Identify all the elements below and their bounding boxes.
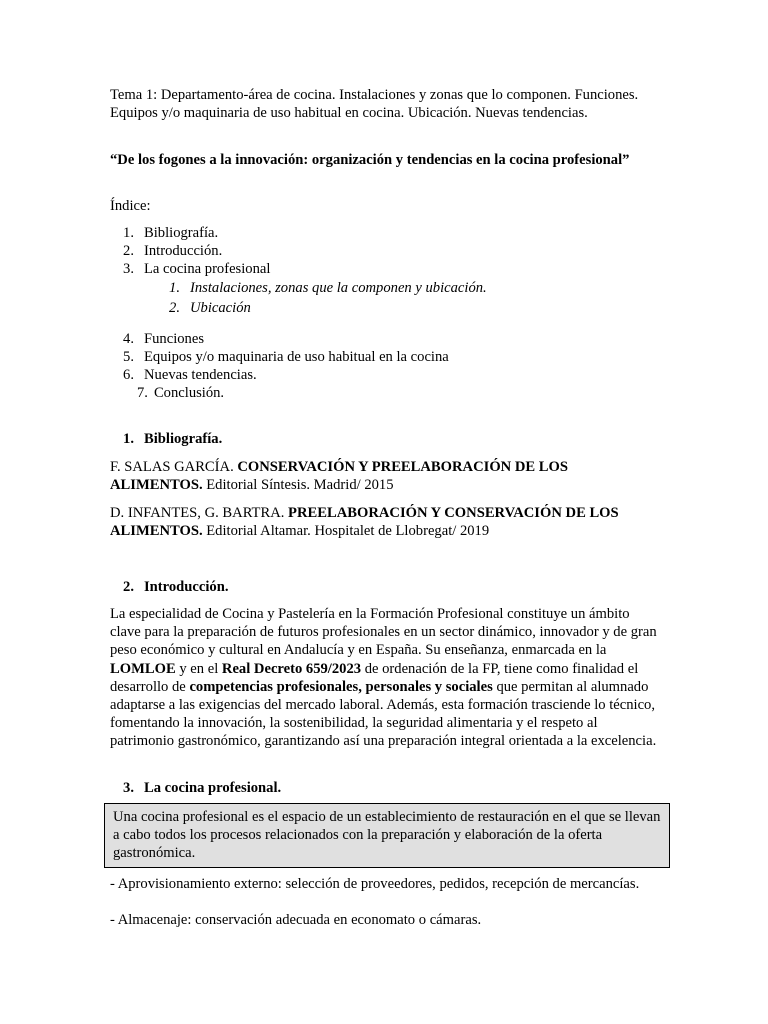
- bibliography-entry: D. INFANTES, G. BARTRA. PREELABORACIÓN Y CONSERVACIÓN DE LOS ALIMENTOS. Editorial Altamar. Hospitalet de Llobregat/ 2019: [110, 505, 619, 540]
- index-item: 3. La cocina profesional: [123, 261, 271, 277]
- index-item: 6. Nuevas tendencias.: [123, 367, 257, 383]
- topic-heading: Tema 1: Departamento-área de cocina. Instalaciones y zonas que lo componen. Funciones. Equipos y/o maquinaria de uso habitual en cocina. Ubicación. Nuevas tendencias.: [110, 87, 639, 122]
- definition-box: Una cocina profesional es el espacio de un establecimiento de restauración en el que se llevan a cabo todos los procesos relacionados con la preparación y elaboración de la oferta gastronómica.: [104, 803, 670, 868]
- subindex-item: 1. Instalaciones, zonas que la componen y ubicación.: [169, 280, 487, 296]
- bibliography-entry: F. SALAS GARCÍA. CONSERVACIÓN Y PREELABORACIÓN DE LOS ALIMENTOS. Editorial Síntesis. Madrid/ 2015: [110, 459, 568, 494]
- section-heading-bibliografia: 1. Bibliografía.: [123, 431, 223, 447]
- bullet-item: - Almacenaje: conservación adecuada en economato o cámaras.: [110, 912, 482, 928]
- index-item: 4. Funciones: [123, 331, 204, 347]
- subindex-item: 2. Ubicación: [169, 300, 251, 316]
- index-item: 5. Equipos y/o maquinaria de uso habitual en la cocina: [123, 349, 449, 365]
- index-item: 2. Introducción.: [123, 243, 223, 259]
- intro-paragraph: La especialidad de Cocina y Pastelería en la Formación Profesional constituye un ámbito clave para la preparación de futuros profesionales en un sector dinámico, innovador y de gran peso económico y cultural en Andalucía y en España. Su enseñanza, enmarcada en la LOMLOE y en el Real Decreto 659/2023 de ordenación de la FP, tiene como finalidad el desarrollo de competencias profesionales, personales y sociales que permitan al alumnado adaptarse a las exigencias del mercado laboral. Además, esta formación trasciende lo técnico, fomentando la innovación, la sostenibilidad, la seguridad alimentaria y el respeto al patrimonio gastronómico, garantizando así una preparación integral orientada a la excelencia.: [110, 606, 657, 750]
- section-heading-cocina-profesional: 3. La cocina profesional.: [123, 780, 282, 796]
- bullet-item: - Aprovisionamiento externo: selección de proveedores, pedidos, recepción de mercancías.: [110, 876, 640, 892]
- section-heading-introduccion: 2. Introducción.: [123, 579, 229, 595]
- document-title: “De los fogones a la innovación: organización y tendencias en la cocina profesional”: [110, 152, 630, 168]
- index-label: Índice:: [110, 198, 151, 214]
- index-item: 1. Bibliografía.: [123, 225, 219, 241]
- index-item: 7. Conclusión.: [137, 385, 225, 401]
